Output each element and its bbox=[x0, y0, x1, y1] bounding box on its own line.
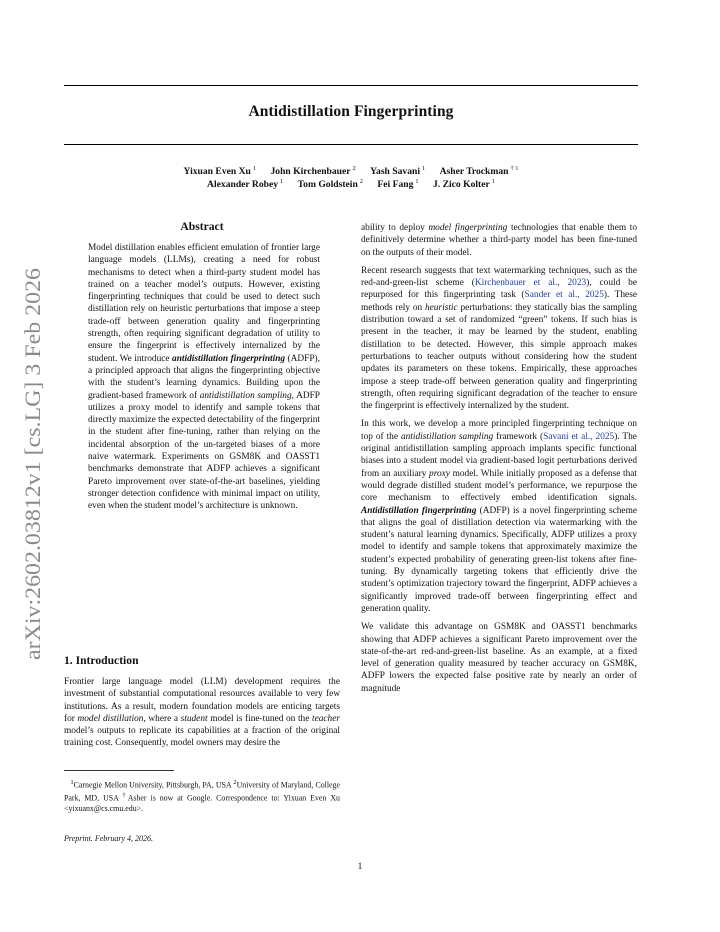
abstract-emphasis: antidistillation fingerprinting bbox=[172, 353, 286, 364]
abstract-text-part: , ADFP utilizes a proxy model to identify and sample tokens that directly maximize the expected detectability of the fingerprint in the student after fine-tuning, rather than relying on the incidental absorption of the un-targeted biases of a more naive watermark. Experiments on GSM8K and OASST1 benchmarks demonstrate that ADFP achieves a significant Pareto improvement over state-of-the-art baselines, yielding stronger detection confidence with minimal impact on utility, even when the student model’s architecture is unknown. bbox=[88, 390, 320, 512]
author-name: John Kirchenbauer bbox=[270, 166, 351, 178]
paragraph: We validate this advantage on GSM8K and OASST1 benchmarks showing that ADFP achieves a significant Pareto improvement over the state-of-the-art red-and-green-list baseline. As an example, at a fixed level of generation quality measured by teacher accuracy on GSM8K, ADFP lowers the expected false positive rate by nearly an order of magnitude bbox=[361, 622, 637, 694]
intro-text-part: model is fine-tuned on the bbox=[207, 713, 312, 724]
paragraph bbox=[361, 265, 637, 413]
author-affiliation: 1 bbox=[491, 178, 495, 185]
paragraph-strong-emphasis: Antidistillation fingerprinting bbox=[361, 505, 477, 516]
author-affiliation: 2 bbox=[359, 178, 363, 185]
section-heading-introduction: 1. Introduction bbox=[64, 654, 139, 667]
author-name: Alexander Robey bbox=[207, 179, 279, 191]
author bbox=[370, 166, 425, 177]
author-row-2 bbox=[64, 178, 638, 190]
abstract-heading: Abstract bbox=[180, 220, 224, 233]
intro-text-part: , where a bbox=[143, 713, 181, 724]
footnote-text: Carnegie Mellon University, Pittsburgh, PA, USA bbox=[73, 780, 234, 790]
paragraph-text: ), could be repurposed for this fingerprinting task ( bbox=[361, 278, 638, 301]
footnote-marker: † bbox=[122, 791, 128, 799]
paragraph-text: ability to deploy bbox=[361, 223, 429, 233]
author bbox=[440, 166, 519, 177]
intro-emphasis: student bbox=[180, 713, 208, 724]
author bbox=[377, 179, 418, 190]
footnote-marker: 1 bbox=[70, 779, 74, 786]
footnote-text: Asher is now at Google. Correspondence to: Yixuan Even Xu <yixuanx@cs.cmu.edu>. bbox=[64, 793, 340, 813]
paragraph-emphasis: proxy bbox=[429, 468, 450, 479]
footnote bbox=[64, 778, 340, 814]
title-rule-top bbox=[64, 85, 638, 86]
paragraph-text: (ADFP) is a novel fingerprinting scheme that aligns the goal of distillation detection via watermarking with the student’s natural learning dynamics. Specifically, ADFP utilizes a proxy model to identify and sample tokens that approximately maximize the student’s expected probability of generating green-list tokens after fine-tuning. By dynamically targeting tokens that efficiently drive the student’s optimization trajectory toward the fingerprint, ADFP achieves a significantly improved trade-off between fingerprinting effect and generation quality. bbox=[361, 505, 637, 614]
preprint-note: Preprint. February 4, 2026. bbox=[64, 834, 154, 843]
paragraph-text: ). The original antidistillation sampling approach implants specific functional biases into a student model via gradient-based logit perturbations derived from an auxiliary bbox=[361, 431, 637, 479]
abstract-emphasis: antidistillation sampling bbox=[199, 390, 292, 401]
intro-emphasis: model distillation bbox=[77, 713, 144, 724]
paragraph-text: technologies that enable them to definitively determine whether a third-party model has been fine-tuned on the outputs of their model. bbox=[361, 223, 637, 258]
citation-link[interactable]: Savani et al., 2025 bbox=[543, 431, 615, 442]
paragraph-text: model. While initially proposed as a defense that would degrade distilled student model’s performance, we repurpose the core mechanism to effectively embed identification signals. bbox=[361, 468, 637, 504]
citation-link[interactable]: Kirchenbauer et al., 2023 bbox=[474, 278, 587, 289]
intro-text-part: Frontier large language model (LLM) development requires the investment of substantial computational resources available to very few institutions. As a result, modern foundation models are enticing targets for bbox=[64, 677, 340, 724]
author bbox=[433, 179, 495, 190]
intro-text-part: model’s outputs to replicate its capabilities at a fraction of the original training cost. Consequently, model owners may desire the bbox=[64, 726, 340, 749]
author-affiliation: 1 bbox=[415, 178, 419, 185]
author-name: Yash Savani bbox=[370, 166, 421, 178]
right-column-text bbox=[361, 222, 637, 695]
paragraph-emphasis: model fingerprinting bbox=[428, 223, 508, 233]
author bbox=[207, 179, 283, 190]
page-number: 1 bbox=[357, 862, 363, 872]
paragraph bbox=[361, 222, 637, 259]
author-row-1 bbox=[64, 165, 638, 177]
paragraph-text: framework ( bbox=[493, 431, 544, 442]
paragraph-text: In this work, we develop a more principled fingerprinting technique on top of the bbox=[361, 419, 637, 442]
paragraph-emphasis: antidistillation sampling bbox=[400, 431, 494, 442]
author-affiliation: † 1 bbox=[510, 165, 519, 172]
paragraph-emphasis: heuristic bbox=[424, 302, 458, 313]
arxiv-stamp-text: arXiv:2602.03812v1 [cs.LG] 3 Feb 2026 bbox=[20, 291, 45, 660]
footnote-marker: 2 bbox=[233, 779, 237, 786]
author bbox=[184, 166, 257, 177]
arxiv-stamp bbox=[8, 264, 52, 664]
author-name: Fei Fang bbox=[377, 179, 414, 191]
paper-title: Antidistillation Fingerprinting bbox=[248, 103, 454, 120]
author-name: J. Zico Kolter bbox=[433, 179, 490, 191]
citation-link[interactable]: Sander et al., 2025 bbox=[524, 290, 604, 301]
author-affiliation: 1 bbox=[280, 178, 284, 185]
author bbox=[298, 179, 363, 190]
author bbox=[270, 166, 355, 177]
author-name: Yixuan Even Xu bbox=[183, 166, 251, 178]
author-name: Tom Goldstein bbox=[297, 179, 358, 191]
paragraph-text: ). These methods rely on bbox=[361, 290, 637, 313]
introduction-text bbox=[64, 676, 340, 750]
abstract-text bbox=[88, 242, 320, 513]
intro-emphasis: teacher bbox=[311, 713, 341, 724]
author-affiliation: 1 bbox=[252, 165, 257, 172]
paragraph bbox=[361, 418, 637, 615]
abstract-text-part: Model distillation enables efficient emulation of frontier large language models (LLMs), creating a need for robust mechanisms to detect when a third-party student model has trained on a teacher model’s outputs. However, existing fingerprinting techniques that could be used to detect such distillation rely on heuristic perturbations that impose a steep trade-off between generation quality and fingerprinting strength, often requiring significant degradation of utility to ensure the fingerprint is effectively internalized by the student. We introduce bbox=[88, 243, 320, 364]
author-affiliation: 2 bbox=[352, 165, 356, 172]
author-name: Asher Trockman bbox=[439, 166, 509, 178]
footnote-rule bbox=[64, 770, 174, 771]
abstract-text-part: (ADFP), a principled approach that aligns the fingerprinting objective with the student’s learning dynamics. Building upon the gradient-based framework of bbox=[88, 353, 320, 401]
author-affiliation: 1 bbox=[422, 165, 426, 172]
footnote-text: University of Maryland, College Park, MD, USA bbox=[64, 780, 340, 803]
paragraph-text: Recent research suggests that text watermarking techniques, such as the red-and-green-list scheme ( bbox=[361, 265, 637, 289]
paragraph-text: perturbations: they statically bias the sampling distribution toward a set of randomized “green” tokens. If such bias is present in the teacher, it may be learned by the student, enabling distillation to be detected. However, this simple approach makes perturbations to teacher outputs without considering how the student updates its parameters on these tokens. Empirically, these approaches impose a steep trade-off between generation quality and fingerprinting strength, often requiring significant degradation of the teacher to ensure the fingerprint is effectively internalized by the student. bbox=[361, 302, 637, 412]
title-rule-bottom bbox=[64, 144, 638, 145]
arxiv-stamp-svg bbox=[8, 264, 52, 664]
